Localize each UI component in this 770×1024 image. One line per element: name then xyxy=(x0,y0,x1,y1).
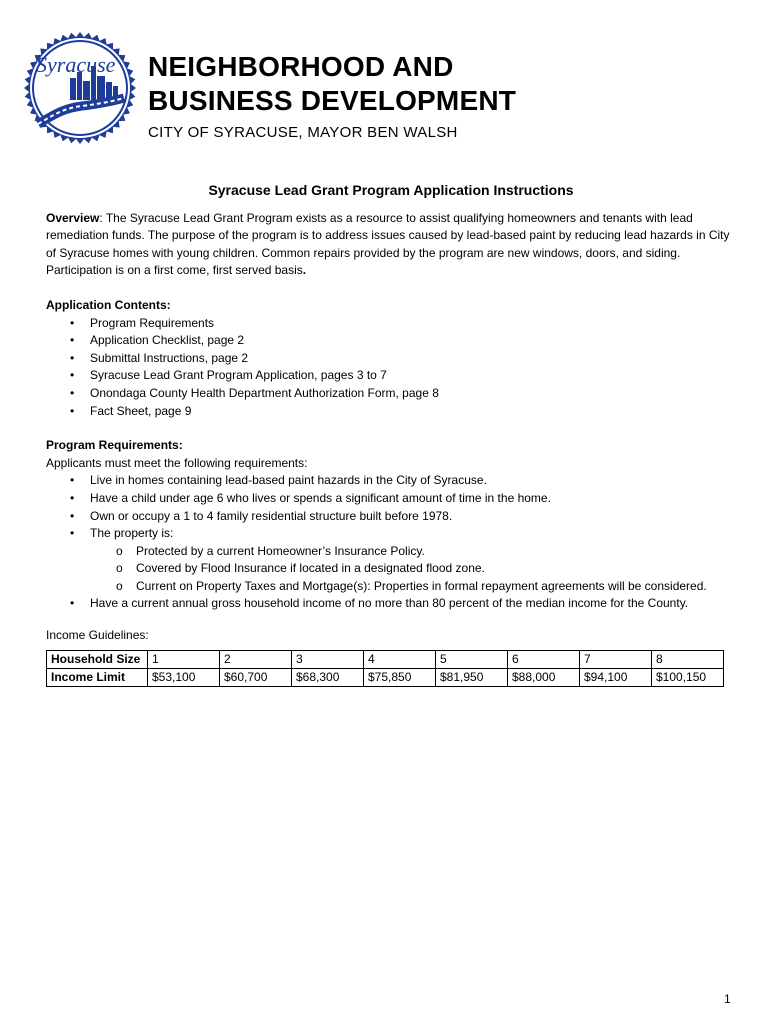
application-contents-section xyxy=(46,297,736,420)
city-seal-logo xyxy=(24,26,136,150)
list-item: • Live in homes containing lead-based paint hazards in the City of Syracuse. xyxy=(70,472,736,490)
list-item: • Onondaga County Health Department Authorization Form, page 8 xyxy=(70,385,736,403)
list-item: • Application Checklist, page 2 xyxy=(70,332,736,350)
table-cell: $53,100 xyxy=(148,668,220,686)
table-cell: 2 xyxy=(220,650,292,668)
document-title: Syracuse Lead Grant Program Application Instructions xyxy=(208,182,574,198)
table-cell: 4 xyxy=(364,650,436,668)
table-cell: $100,150 xyxy=(652,668,724,686)
table-cell: 1 xyxy=(148,650,220,668)
table-cell: 6 xyxy=(508,650,580,668)
overview-text: : The Syracuse Lead Grant Program exists as a resource to assist qualifying homeowners and tenants with lead remediation funds. The purpose of the program is to address issues caused by lead-based paint by reducing lead hazards in City of Syracuse homes with young children. Common repairs provided by the program are new windows, doors, and siding. Participation is on a first come, first served basis xyxy=(46,210,730,278)
document-body xyxy=(46,182,736,687)
list-item: • Have a child under age 6 who lives or spends a significant amount of time in the home. xyxy=(70,490,736,508)
income-guidelines-table xyxy=(46,650,724,687)
list-item: • Have a current annual gross household income of no more than 80 percent of the median income for the County. xyxy=(70,595,736,613)
property-sub-list xyxy=(90,543,736,596)
table-cell: $88,000 xyxy=(508,668,580,686)
letterhead xyxy=(24,26,744,156)
list-item-text: The property is: xyxy=(90,526,174,541)
department-name-line-1: NEIGHBORHOOD AND xyxy=(148,51,454,82)
row-header-household-size: Household Size xyxy=(47,650,148,668)
requirements-intro: Applicants must meet the following requirements: xyxy=(46,455,308,470)
table-cell: $68,300 xyxy=(292,668,364,686)
table-cell: $60,700 xyxy=(220,668,292,686)
sub-list-item: o Covered by Flood Insurance if located in a designated flood zone. xyxy=(116,560,736,578)
page-number: 1 xyxy=(724,992,731,1006)
application-contents-heading: Application Contents: xyxy=(46,297,171,312)
requirements-list xyxy=(46,472,736,613)
table-cell: $81,950 xyxy=(436,668,508,686)
department-name-line-2: BUSINESS DEVELOPMENT xyxy=(148,85,517,116)
city-mayor-line: CITY OF SYRACUSE, MAYOR BEN WALSH xyxy=(148,124,458,141)
program-requirements-section xyxy=(46,437,736,613)
table-cell: $94,100 xyxy=(580,668,652,686)
program-requirements-heading: Program Requirements: xyxy=(46,438,183,453)
department-name xyxy=(148,50,516,118)
table-row xyxy=(47,668,724,686)
table-cell: 5 xyxy=(436,650,508,668)
table-cell: 3 xyxy=(292,650,364,668)
row-header-income-limit: Income Limit xyxy=(47,668,148,686)
income-guidelines-label: Income Guidelines: xyxy=(46,628,149,643)
table-cell: 7 xyxy=(580,650,652,668)
application-contents-list xyxy=(46,315,736,421)
table-cell: $75,850 xyxy=(364,668,436,686)
list-item: • Submittal Instructions, page 2 xyxy=(70,350,736,368)
overview-paragraph xyxy=(46,210,736,280)
overview-label: Overview xyxy=(46,210,100,225)
table-cell: 8 xyxy=(652,650,724,668)
list-item: • Syracuse Lead Grant Program Application, pages 3 to 7 xyxy=(70,367,736,385)
sub-list-item: o Current on Property Taxes and Mortgage(s): Properties in formal repayment agreements will be considered. xyxy=(116,578,736,596)
sub-list-item: o Protected by a current Homeowner’s Insurance Policy. xyxy=(116,543,736,561)
table-row xyxy=(47,650,724,668)
list-item: • Own or occupy a 1 to 4 family residential structure built before 1978. xyxy=(70,508,736,526)
list-item xyxy=(70,525,736,595)
seal-logotype: Syracuse xyxy=(36,52,116,77)
list-item: • Fact Sheet, page 9 xyxy=(70,403,736,421)
list-item: • Program Requirements xyxy=(70,315,736,333)
overview-end: . xyxy=(302,263,307,278)
